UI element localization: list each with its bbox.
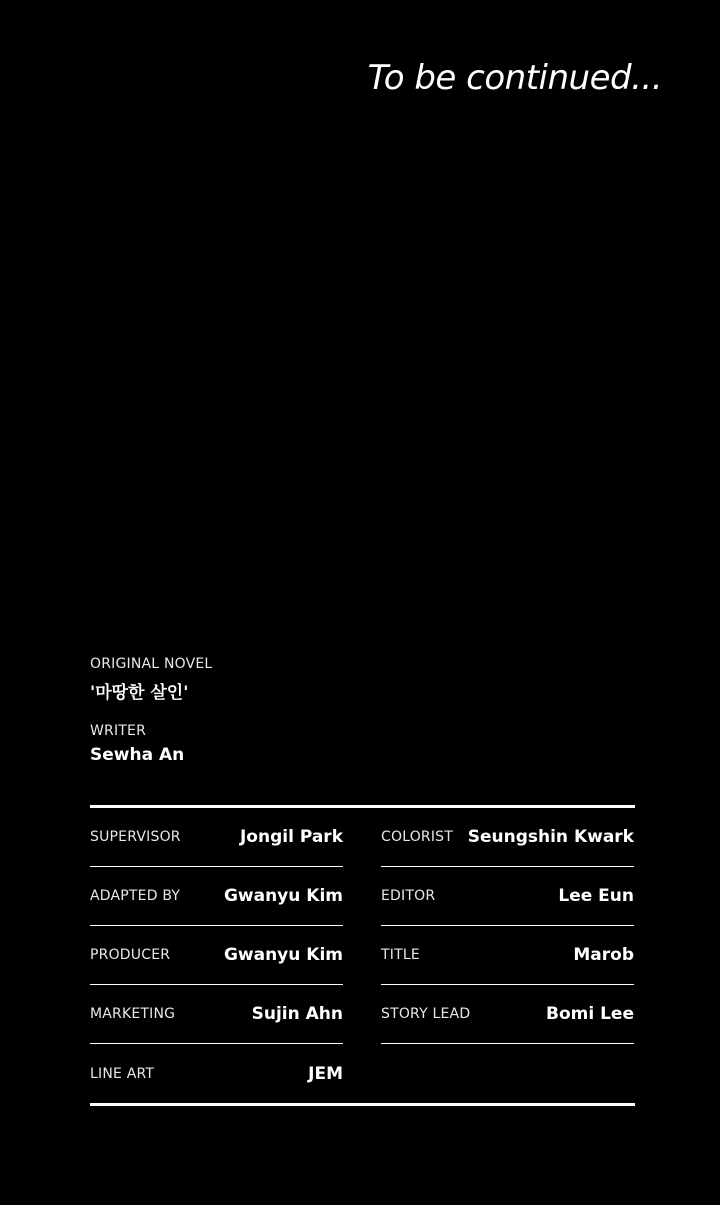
credit-label: PRODUCER	[90, 947, 171, 963]
credit-value: Lee Eun	[558, 886, 634, 906]
credits-bottom-rule	[90, 1103, 635, 1106]
credit-label: EDITOR	[381, 888, 436, 904]
credit-row-colorist	[381, 808, 634, 867]
credit-row-story-lead	[381, 985, 634, 1044]
credit-label: SUPERVISOR	[90, 829, 181, 845]
credit-label: LINE ART	[90, 1065, 155, 1082]
credit-row-adapted-by	[90, 867, 343, 926]
credit-label: TITLE	[381, 947, 420, 963]
credit-value: Gwanyu Kim	[223, 886, 343, 906]
credit-row-line-art	[90, 1044, 343, 1103]
credit-value: Seungshin Kwark	[467, 827, 634, 847]
credit-label: ADAPTED BY	[90, 888, 181, 904]
credit-value: Sujin Ahn	[251, 1004, 343, 1024]
credit-value: Sewha An	[90, 745, 185, 765]
credits-right-column	[381, 808, 634, 1044]
credit-value: Marob	[573, 945, 634, 965]
credit-label: COLORIST	[381, 829, 454, 845]
credit-label: WRITER	[90, 723, 147, 739]
credit-label: MARKETING	[90, 1006, 176, 1022]
credit-value: Bomi Lee	[546, 1004, 634, 1024]
credit-row-supervisor	[90, 808, 343, 867]
credit-value: '마땅한 살인'	[90, 683, 189, 703]
credit-row-marketing	[90, 985, 343, 1044]
credit-row-producer	[90, 926, 343, 985]
credit-value: Jongil Park	[239, 827, 343, 847]
credit-value: Gwanyu Kim	[223, 945, 343, 965]
header-credits	[90, 656, 635, 785]
credits-left-column	[90, 808, 343, 1103]
credit-label: STORY LEAD	[381, 1006, 471, 1022]
credit-original-novel	[90, 656, 635, 703]
continued-text: To be continued...	[367, 58, 662, 98]
credit-value: JEM	[308, 1063, 343, 1084]
credit-label: ORIGINAL NOVEL	[90, 656, 213, 672]
credit-writer	[90, 723, 635, 765]
credit-row-editor	[381, 867, 634, 926]
credit-row-title	[381, 926, 634, 985]
